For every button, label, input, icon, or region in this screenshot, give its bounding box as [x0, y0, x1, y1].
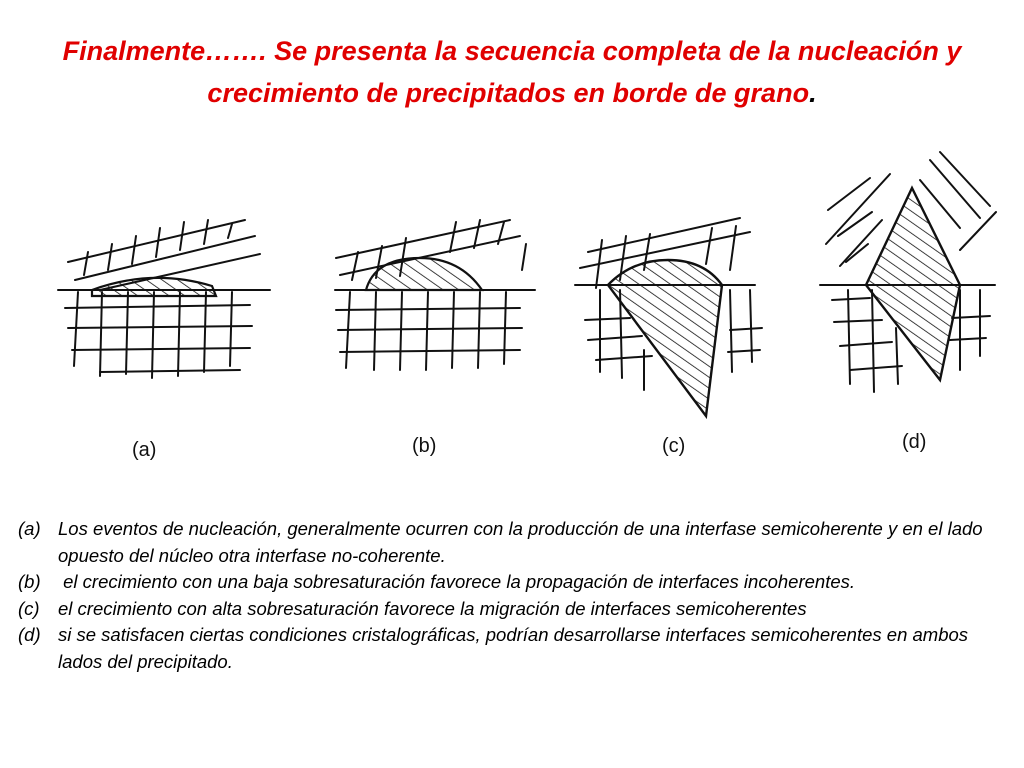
panel-a-label: (a)	[132, 439, 157, 461]
caption-d-text: si se satisfacen ciertas condiciones cristalográficas, podrían desarrollarse interfaces semicoherentes en ambos lados del precipitado.	[58, 624, 969, 672]
title-line-2	[0, 72, 1024, 114]
caption-list	[18, 516, 1008, 675]
caption-b	[18, 569, 1008, 596]
panel-a-precipitate	[92, 278, 216, 296]
caption-b-marker: (b)	[18, 571, 41, 592]
caption-c-text: el crecimiento con alta sobresaturación favorece la migración de interfaces semicoherentes	[58, 597, 807, 619]
caption-a-marker: (a)	[18, 518, 41, 539]
caption-c-marker: (c)	[18, 597, 40, 619]
caption-a-text: Los eventos de nucleación, generalmente ocurren con la producción de una interfase semicoherente y en el lado opuesto del núcleo otra interfase no-coherente.	[58, 518, 983, 566]
slide-title	[0, 30, 1024, 114]
title-line-2-text: crecimiento de precipitados en borde de grano	[207, 78, 810, 108]
panel-a-lower-grain	[65, 292, 252, 378]
caption-d-marker: (d)	[18, 624, 41, 645]
caption-a	[18, 516, 1008, 569]
title-period: .	[809, 78, 817, 108]
precipitate-sequence-diagram	[40, 140, 1000, 470]
panel-c-label: (c)	[662, 435, 686, 457]
panel-c	[575, 218, 762, 457]
panel-d	[820, 152, 996, 453]
caption-d	[18, 622, 1008, 675]
panel-b	[335, 220, 535, 457]
panel-a	[58, 220, 270, 461]
caption-b-text: el crecimiento con una baja sobresaturación favorece la propagación de interfaces incoherentes.	[58, 571, 856, 592]
panel-d-label: (d)	[902, 431, 927, 453]
caption-c	[18, 596, 1008, 623]
panel-b-precipitate	[366, 258, 482, 290]
panel-b-lower-grain	[336, 292, 522, 370]
diagram-svg	[40, 140, 1000, 470]
panel-d-precipitate	[866, 188, 960, 380]
panel-b-label: (b)	[412, 435, 437, 457]
title-line-1: Finalmente……. Se presenta la secuencia completa de la nucleación y	[62, 36, 962, 66]
